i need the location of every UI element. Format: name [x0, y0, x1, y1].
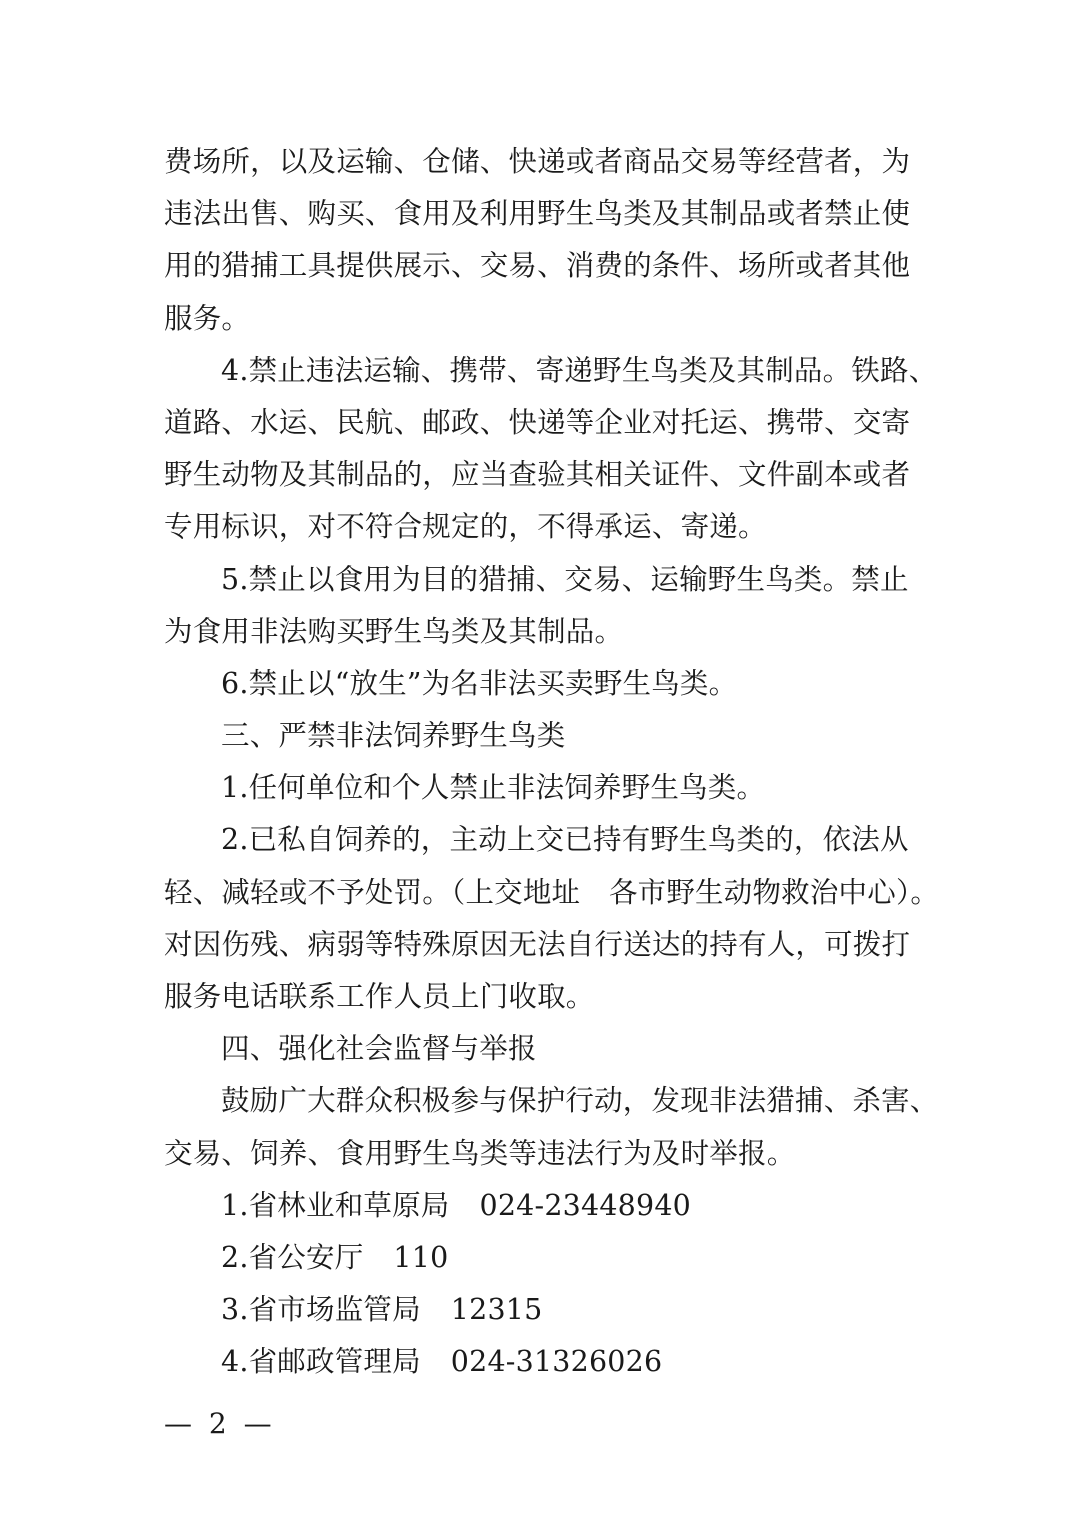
line-text: 2.已私自饲养的，主动上交已持有野生鸟类的，依法从: [221, 823, 909, 857]
document-body: [164, 136, 940, 1389]
paragraph-line: [164, 449, 916, 501]
paragraph-line: [164, 293, 916, 345]
paragraph-line: [164, 240, 916, 292]
paragraph-line: [164, 971, 916, 1023]
contact-label: 3.省市场监管局: [221, 1293, 421, 1327]
section-heading: [164, 710, 916, 762]
paragraph-line: [164, 919, 916, 971]
contact-phone: 12315: [450, 1293, 543, 1327]
paragraph-line: [164, 1075, 939, 1127]
contact-label: 1.省林业和草原局: [221, 1188, 450, 1222]
paragraph-line: [164, 814, 916, 866]
line-text: 4.禁止违法运输、携带、寄递野生鸟类及其制品。铁路、: [221, 353, 938, 387]
line-text: 道路、水运、民航、邮政、快递等企业对托运、携带、交寄: [164, 405, 911, 439]
line-text: 野生动物及其制品的，应当查验其相关证件、文件副本或者: [164, 458, 911, 492]
line-text: 交易、饲养、食用野生鸟类等违法行为及时举报。: [164, 1136, 796, 1170]
line-text: 服务电话联系工作人员上门收取。: [164, 980, 595, 1013]
line-text: 1.任何单位和个人禁止非法饲养野生鸟类。: [221, 771, 766, 805]
line-text: 用的猎捕工具提供展示、交易、消费的条件、场所或者其他: [164, 249, 911, 283]
page-number: — 2 —: [164, 1407, 276, 1440]
contact-line: [164, 1284, 916, 1336]
line-text: 违法出售、购买、食用及利用野生鸟类及其制品或者禁止使: [164, 197, 911, 231]
line-text: 轻、减轻或不予处罚。（上交地址 各市野生动物救治中心）。: [164, 875, 940, 909]
line-text: 为食用非法购买野生鸟类及其制品。: [164, 614, 624, 648]
line-text: 专用标识，对不符合规定的，不得承运、寄递。: [164, 510, 767, 544]
heading-text: 三、严禁非法饲养野生鸟类: [221, 719, 566, 753]
paragraph-line: [164, 501, 916, 553]
heading-text: 四、强化社会监督与举报: [221, 1032, 537, 1066]
contact-line: [164, 1232, 916, 1284]
paragraph-line: [164, 658, 916, 710]
contact-phone: 024-23448940: [479, 1188, 691, 1222]
paragraph-line: [164, 606, 916, 658]
contact-line: [164, 1336, 916, 1388]
line-text: 服务。: [164, 301, 251, 335]
paragraph-line: [164, 345, 938, 397]
paragraph-line: [164, 136, 916, 188]
line-text: 6.禁止以“放生”为名非法买卖野生鸟类。: [221, 666, 738, 700]
section-heading: [164, 1023, 916, 1075]
paragraph-line: [164, 554, 916, 606]
line-text: 5.禁止以食用为目的猎捕、交易、运输野生鸟类。禁止: [221, 562, 909, 596]
contact-phone: 110: [393, 1240, 449, 1274]
paragraph-line: [164, 1128, 916, 1180]
line-text: 对因伤残、病弱等特殊原因无法自行送达的持有人，可拨打: [164, 927, 911, 961]
contact-label: 2.省公安厅: [221, 1240, 364, 1274]
contact-label: 4.省邮政管理局: [221, 1345, 421, 1379]
paragraph-line: [164, 397, 916, 449]
line-text: 费场所，以及运输、仓储、快递或者商品交易等经营者，为: [164, 145, 911, 178]
contact-phone: 024-31326026: [450, 1345, 663, 1379]
paragraph-line: [164, 188, 916, 240]
paragraph-line: [164, 867, 940, 919]
line-text: 鼓励广大群众积极参与保护行动，发现非法猎捕、杀害、: [221, 1084, 939, 1118]
contact-line: [164, 1180, 916, 1232]
paragraph-line: [164, 762, 916, 814]
